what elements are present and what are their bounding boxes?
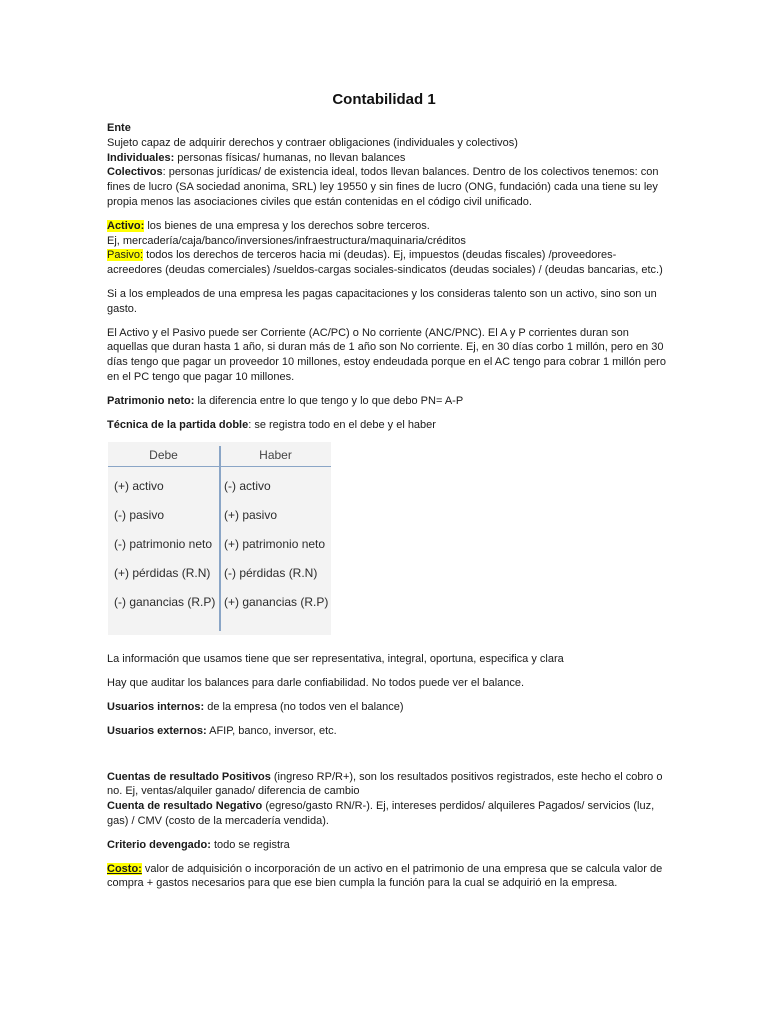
pasivo-label: Pasivo: — [107, 249, 144, 262]
empleados-paragraph: Si a los empleados de una empresa les pagas capacitaciones y los consideras talento son un activo, sino son un gasto. — [107, 287, 657, 315]
debe-cell: (+) pérdidas (R.N) — [114, 566, 211, 581]
costo-paragraph: Costo: valor de adquisición o incorporación de un activo en el patrimonio de una empresa que se calcula valor de compra + gastos necesarios para que ese bien cumpla la función para la cual se adquirió en la empresa. — [107, 862, 663, 890]
haber-cell: (+) patrimonio neto — [224, 537, 326, 552]
individuales-paragraph: Individuales: personas físicas/ humanas, no llevan balances — [107, 151, 406, 164]
partida-doble-paragraph: Técnica de la partida doble: se registra todo en el debe y el haber — [107, 418, 436, 431]
informacion-paragraph: La información que usamos tiene que ser representativa, integral, oportuna, especifica y clara — [107, 653, 564, 666]
partida-doble-label: Técnica de la partida doble — [107, 418, 249, 431]
colectivos-label: Colectivos — [107, 166, 163, 179]
table-row — [108, 566, 331, 586]
table-row — [108, 595, 331, 615]
table-row — [108, 537, 331, 557]
debe-cell: (-) pasivo — [114, 508, 165, 523]
activo-paragraph: Activo: los bienes de una empresa y los derechos sobre terceros. — [107, 219, 430, 232]
costo-label: Costo: — [107, 862, 142, 875]
activo-label: Activo: — [107, 219, 145, 232]
debe-cell: (+) activo — [114, 479, 164, 494]
haber-cell: (+) ganancias (R.P) — [224, 595, 329, 610]
resultado-positivo-label: Cuentas de resultado Positivos — [107, 770, 271, 783]
debe-cell: (-) patrimonio neto — [114, 537, 213, 552]
pasivo-paragraph: Pasivo: todos los derechos de terceros hacia mi (deudas). Ej, impuestos (deudas fiscales) /proveedores-acreedores (deudas comerciales) /sueldos-cargas sociales-sindicatos (deudas sociales) / (deudas bancarias, etc.) — [107, 249, 663, 277]
usuarios-externos-paragraph: Usuarios externos: AFIP, banco, inversor, etc. — [107, 724, 337, 737]
devengado-paragraph: Criterio devengado: todo se registra — [107, 838, 290, 851]
ente-definition: Sujeto capaz de adquirir derechos y contraer obligaciones (individuales y colectivos) — [107, 136, 518, 149]
resultado-positivo-paragraph: Cuentas de resultado Positivos (ingreso RP/R+), son los resultados positivos registrados, este hecho el cobro o no. Ej, ventas/alquiler ganado/ diferencia de cambio — [107, 770, 663, 798]
haber-cell: (+) pasivo — [224, 508, 278, 523]
haber-cell: (-) activo — [224, 479, 271, 494]
resultado-negativo-label: Cuenta de resultado Negativo — [107, 800, 263, 813]
table-row — [108, 508, 331, 528]
auditar-paragraph: Hay que auditar los balances para darle confiabilidad. No todos puede ver el balance. — [107, 677, 525, 690]
patrimonio-label: Patrimonio neto: — [107, 394, 195, 407]
corriente-paragraph: El Activo y el Pasivo puede ser Corriente (AC/PC) o No corriente (ANC/PNC). El A y P corrientes duran son aquellas que duran hasta 1 año, si duran más de 1 año son No corriente. Ej, en 30 días corbo 1 millón, pero en 30 días tengo que pagar un proveedor 10 millones, estoy endeudada porque en el AC tengo para cobrar 1 millón pero en el PC tengo que pagar 10 millones. — [107, 326, 666, 383]
haber-header: Haber — [259, 448, 292, 463]
page-title: Contabilidad 1 — [332, 91, 436, 108]
usuarios-externos-label: Usuarios externos: — [107, 724, 207, 737]
patrimonio-paragraph: Patrimonio neto: la diferencia entre lo que tengo y lo que debo PN= A-P — [107, 394, 464, 407]
debe-haber-table — [108, 442, 331, 635]
resultado-negativo-paragraph: Cuenta de resultado Negativo (egreso/gasto RN/R-). Ej, intereses perdidos/ alquileres Pagados/ servicios (luz, gas) / CMV (costo de la mercadería vendida). — [107, 800, 655, 827]
document-body — [107, 121, 667, 900]
debe-header: Debe — [149, 448, 178, 463]
usuarios-internos-label: Usuarios internos: — [107, 700, 205, 713]
individuales-label: Individuales: — [107, 151, 175, 164]
debe-cell: (-) ganancias (R.P) — [114, 595, 216, 610]
usuarios-internos-paragraph: Usuarios internos: de la empresa (no todos ven el balance) — [107, 700, 404, 713]
activo-examples: Ej, mercadería/caja/banco/inversiones/infraestructura/maquinaria/créditos — [107, 234, 466, 247]
devengado-label: Criterio devengado: — [107, 838, 211, 851]
table-row — [108, 479, 331, 499]
ente-heading: Ente — [107, 122, 131, 134]
colectivos-paragraph: Colectivos: personas jurídicas/ de existencia ideal, todos llevan balances. Dentro de los colectivos tenemos: con fines de lucro (SA sociedad anonima, SRL) ley 19550 y sin fines de lucro (ONG, fundación) cada una tiene su ley propia menos las asociaciones civiles que están contenidas en el código civil unificado. — [107, 166, 659, 208]
haber-cell: (-) pérdidas (R.N) — [224, 566, 318, 581]
